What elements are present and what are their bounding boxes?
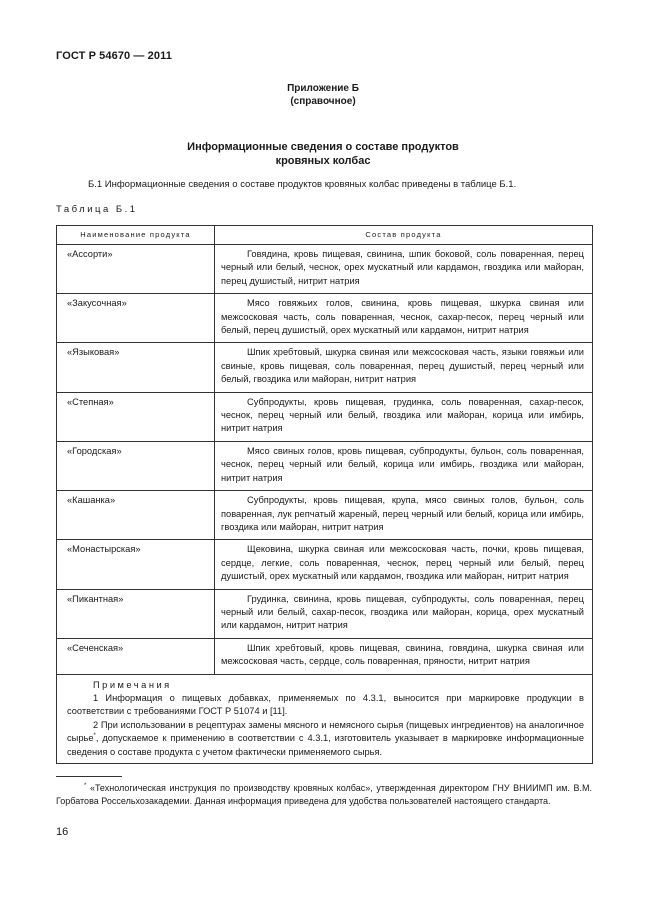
product-name: «Ассорти» [57, 245, 215, 294]
intro-paragraph: Б.1 Информационные сведения о составе продуктов кровяных колбас приведены в таблице Б.1. [88, 179, 517, 190]
product-name: «Монастырская» [57, 540, 215, 589]
product-name: «Закусочная» [57, 294, 215, 343]
footnote-separator [56, 776, 122, 777]
product-composition: Щековина, шкурка свиная или межсосковая часть, почки, кровь пищевая, сердце, легкие, соль поваренная, чеснок, перец черный или белый, перец душистый, орех мускатный или кардамон, гвоздика или майоран, нитрит натрия [215, 540, 593, 589]
note-2 [67, 719, 584, 759]
table-row [57, 245, 593, 294]
table-row [57, 638, 593, 674]
appendix-subtitle: (справочное) [290, 96, 356, 107]
product-composition: Мясо свиных голов, кровь пищевая, субпродукты, бульон, соль поваренная, чеснок, перец черный или белый, корица или имбирь, гвоздика или майоран, нитрит натрия [215, 441, 593, 490]
table-row [57, 441, 593, 490]
header-product-composition: Состав продукта [215, 226, 593, 245]
table-row [57, 540, 593, 589]
table-notes [57, 674, 593, 763]
product-name: «Сеченская» [57, 638, 215, 674]
product-composition: Мясо говяжьих голов, свинина, кровь пищевая, шкурка свиная или межсосковая часть, соль поваренная, чеснок, сахар-песок, перец черный или белый, перец душистый, орех мускатный или кардамон, нитрит натрия [215, 294, 593, 343]
document-standard-number: ГОСТ Р 54670 — 2011 [56, 50, 172, 62]
table-row [57, 294, 593, 343]
product-name: «Степная» [57, 392, 215, 441]
note-2-text-end: , допускаемое к применению в соответствии с 4.3.1, изготовитель указывает в маркировке информационные сведения о составе продукта с учетом фактически применяемого сырья. [67, 733, 584, 757]
product-composition: Грудинка, свинина, кровь пищевая, субпродукты, соль поваренная, перец черный или белый, сахар-песок, гвоздика или майоран, корица, орех мускатный или кардамон, нитрит натрия [215, 589, 593, 638]
section-title-line-2: кровяных колбас [275, 155, 371, 167]
page-number: 16 [56, 826, 69, 838]
section-title [0, 140, 646, 168]
product-composition: Шпик хребтовый, кровь пищевая, свинина, говядина, шкурка свиная или межсосковая часть, сердце, соль поваренная, пряности, нитрит натрия [215, 638, 593, 674]
note-2-text-start: 2 При использовании в рецептурах замены мясного и немясного сырья (пищевых ингредиентов) на аналогичное сырье [67, 719, 584, 744]
notes-title: Примечания [93, 679, 172, 690]
product-composition: Шпик хребтовый, шкурка свиная или межсосковая часть, языки говяжьи или свиные, кровь пищевая, соль поваренная, перец душистый, перец черный или белый, гвоздика или майоран, нитрит натрия [215, 343, 593, 392]
product-name: «Кашанка» [57, 491, 215, 540]
table-notes-row [57, 674, 593, 763]
appendix-title: Приложение Б [287, 83, 359, 94]
footnote-reference-marker: * [93, 733, 96, 740]
table-row [57, 589, 593, 638]
product-name: «Языковая» [57, 343, 215, 392]
table-row [57, 343, 593, 392]
product-composition: Субпродукты, кровь пищевая, крупа, мясо свиных голов, бульон, соль поваренная, лук репчатый жареный, перец черный или белый, корица или имбирь, гвоздика или майоран, нитрит натрия [215, 491, 593, 540]
table-row [57, 392, 593, 441]
footnote-text: «Технологическая инструкция по производству кровяных колбас», утвержденная директором ГНУ ВНИИМП им. В.М. Горбатова Россельхозакадемии. Данная информация приведена для удобства пользователей настоящего стандарта. [56, 783, 592, 807]
table-row [57, 491, 593, 540]
note-1: 1 Информация о пищевых добавках, применяемых по 4.3.1, выносится при маркировке продукции в соответствии с требованиями ГОСТ Р 51074 и [11]. [67, 692, 584, 717]
table-caption: Таблица Б.1 [56, 204, 138, 215]
footnote [56, 782, 592, 809]
product-composition: Субпродукты, кровь пищевая, грудинка, соль поваренная, сахар-песок, чеснок, перец черный или белый, гвоздика или майоран, корица или имбирь, нитрит натрия [215, 392, 593, 441]
header-product-name: Наименование продукта [57, 226, 215, 245]
product-composition: Говядина, кровь пищевая, свинина, шпик боковой, соль поваренная, перец черный или белый, чеснок, орех мускатный или кардамон, гвоздика или майоран, перец душистый, нитрит натрия [215, 245, 593, 294]
section-title-line-1: Информационные сведения о составе продуктов [187, 141, 459, 153]
appendix-heading [0, 82, 646, 108]
composition-table [56, 225, 593, 764]
product-name: «Городская» [57, 441, 215, 490]
footnote-marker: * [84, 783, 87, 789]
product-name: «Пикантная» [57, 589, 215, 638]
table-header-row [57, 226, 593, 245]
